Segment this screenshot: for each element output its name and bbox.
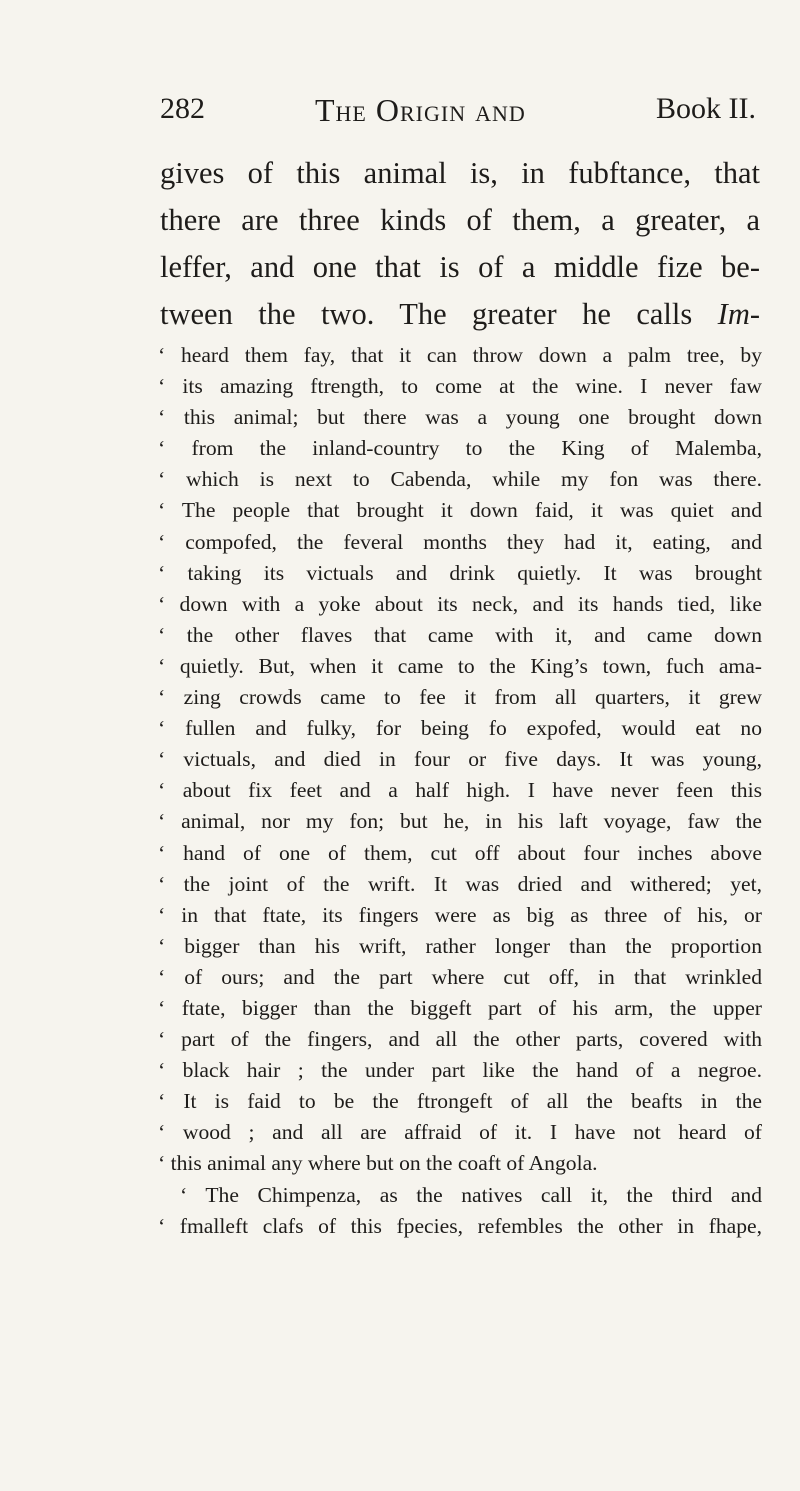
main-text-line: there are three kinds of them, a greater, a — [160, 203, 760, 237]
quote-line: ‘ in that ftate, its fingers were as big as three of his, or — [158, 902, 762, 927]
main-paragraph — [160, 150, 760, 338]
quote-line: ‘ wood ; and all are affraid of it. I have not heard of — [158, 1120, 762, 1145]
quote-line: ‘ about fix feet and a half high. I have never feen this — [158, 778, 762, 803]
quote-line: ‘ bigger than his wrift, rather longer than the proportion — [158, 933, 762, 958]
quote-line: ‘ which is next to Cabenda, while my fon was there. — [158, 467, 762, 492]
running-title: The Origin and — [315, 92, 526, 128]
quote-line: ‘ the joint of the wrift. It was dried and withered; yet, — [158, 871, 762, 896]
quote-line: ‘ down with a yoke about its neck, and its hands tied, like — [158, 591, 762, 616]
quote-line: ‘ this animal; but there was a young one brought down — [158, 405, 762, 430]
main-text-line: gives of this animal is, in fubftance, that — [160, 156, 760, 190]
quote-line: ‘ quietly. But, when it came to the King’s town, fuch ama- — [158, 653, 762, 678]
italic-word: Im- — [717, 297, 760, 331]
quote-line: ‘ hand of one of them, cut off about four inches above — [158, 840, 762, 865]
book-label: Book II. — [656, 92, 756, 125]
quote-line: ‘ its amazing ftrength, to come at the wine. I never faw — [158, 374, 762, 399]
main-text-line: leffer, and one that is of a middle fize be- — [160, 250, 760, 284]
quote-line: ‘ The Chimpenza, as the natives call it, the third and — [180, 1182, 762, 1207]
quote-line: ‘ heard them fay, that it can throw down a palm tree, by — [158, 343, 762, 367]
quote-line: ‘ from the inland-country to the King of Malemba, — [158, 436, 762, 461]
quote-line: ‘ part of the fingers, and all the other parts, covered with — [158, 1027, 762, 1052]
quote-line: ‘ zing crowds came to fee it from all quarters, it grew — [158, 685, 762, 710]
quote-line: ‘ animal, nor my fon; but he, in his laft voyage, faw the — [158, 809, 762, 834]
quote-line: ‘ this animal any where but on the coaft of Angola. — [158, 1151, 598, 1176]
quote-line: ‘ taking its victuals and drink quietly. It was brought — [158, 560, 762, 585]
quote-line: ‘ fmalleft clafs of this fpecies, refembles the other in fhape, — [158, 1213, 762, 1238]
quote-line: ‘ of ours; and the part where cut off, in that wrinkled — [158, 964, 762, 989]
quote-line: ‘ ftate, bigger than the biggeft part of his arm, the upper — [158, 995, 762, 1020]
quoted-passage — [158, 340, 762, 1242]
quote-line: ‘ The people that brought it down faid, it was quiet and — [158, 498, 762, 523]
main-text-line: tween the two. The greater he calls Im- — [160, 297, 760, 331]
quote-line: ‘ fullen and fulky, for being fo expofed, would eat no — [158, 716, 762, 741]
quote-line: ‘ compofed, the feveral months they had it, eating, and — [158, 529, 762, 554]
running-header — [160, 92, 760, 138]
page-number: 282 — [160, 92, 205, 125]
quote-line: ‘ victuals, and died in four or five days. It was young, — [158, 747, 762, 772]
quote-line: ‘ the other flaves that came with it, and came down — [158, 622, 762, 647]
quote-line: ‘ It is faid to be the ftrongeft of all the beafts in the — [158, 1089, 762, 1114]
quote-line: ‘ black hair ; the under part like the hand of a negroe. — [158, 1058, 762, 1083]
